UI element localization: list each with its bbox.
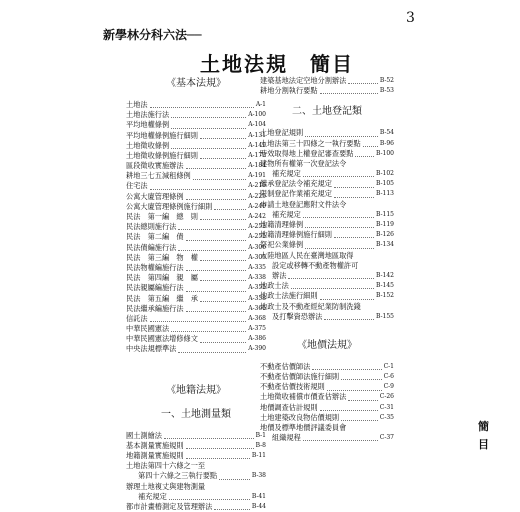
dot-leader	[186, 458, 250, 459]
toc-entry[interactable]	[260, 393, 394, 403]
toc-entry[interactable]	[260, 210, 394, 220]
toc-entry[interactable]	[126, 192, 266, 202]
toc-list-land-price	[260, 362, 394, 444]
dot-leader	[341, 379, 381, 380]
toc-entry-page: B-8	[255, 441, 266, 449]
toc-entry[interactable]	[126, 171, 266, 181]
toc-entry-title: 區段徵收實施辦法	[126, 161, 184, 171]
toc-list-basic	[126, 100, 266, 355]
toc-entry[interactable]	[126, 100, 266, 110]
toc-entry-title: 組織規程	[272, 433, 301, 443]
toc-entry-page: A-215	[248, 182, 266, 190]
toc-entry-page: C-9	[383, 383, 394, 391]
toc-entry-page: A-366	[248, 304, 266, 312]
section-heading-basic: 《基本法規》	[166, 78, 226, 89]
dot-leader	[348, 83, 378, 84]
toc-entry-page: B-1	[255, 431, 266, 439]
dot-leader	[200, 301, 246, 302]
toc-list-continued	[260, 76, 394, 96]
toc-entry-page: C-26	[379, 393, 394, 401]
toc-entry-page: B-11	[251, 452, 266, 460]
toc-entry[interactable]	[260, 433, 394, 443]
section-heading-land-price: 《地價法規》	[297, 339, 357, 351]
toc-entry-title: 繼承登記法令補充規定	[260, 179, 332, 189]
toc-list-registration	[260, 128, 394, 322]
dot-leader	[200, 219, 246, 220]
toc-entry[interactable]	[126, 345, 266, 355]
dot-leader	[305, 248, 374, 249]
dot-leader	[200, 138, 246, 139]
toc-entry[interactable]	[260, 362, 394, 372]
toc-entry[interactable]	[126, 461, 266, 471]
dot-leader	[200, 280, 246, 281]
toc-entry[interactable]	[126, 202, 266, 212]
toc-entry-page: A-104	[248, 121, 266, 129]
toc-entry-title: 大陸地區人民在臺灣地區取得	[260, 250, 354, 260]
toc-entry[interactable]	[260, 139, 394, 149]
toc-entry-title: 民法債編施行法	[126, 242, 177, 252]
dot-leader	[305, 136, 378, 137]
toc-entry[interactable]	[260, 382, 394, 392]
toc-entry-title: 民法 第五編 繼 承	[126, 293, 198, 303]
toc-entry[interactable]	[260, 312, 394, 322]
toc-entry[interactable]	[260, 149, 394, 159]
toc-entry-page: B-126	[376, 231, 394, 239]
toc-entry-title: 民法 第二編 債	[126, 232, 184, 242]
toc-entry-page: B-119	[376, 221, 394, 229]
toc-entry-title: 地政士法施行細則	[260, 291, 318, 301]
dot-leader	[324, 319, 374, 320]
toc-entry[interactable]	[126, 314, 266, 324]
toc-entry-page: C-35	[379, 413, 394, 421]
dot-leader	[355, 156, 374, 157]
toc-entry[interactable]	[260, 230, 394, 240]
toc-entry-title: 地籍測量實施規則	[126, 451, 184, 461]
toc-entry-title: 土地徵收條例施行細則	[126, 150, 198, 160]
toc-entry-page: A-390	[248, 345, 266, 353]
toc-entry[interactable]	[260, 128, 394, 138]
toc-entry-title: 地價調查估計規則	[260, 402, 318, 412]
toc-entry[interactable]	[260, 261, 394, 271]
toc-entry-page: A-358	[248, 294, 266, 302]
dot-leader	[178, 229, 246, 230]
toc-entry[interactable]	[126, 253, 266, 263]
toc-entry-title: 平均地權條例施行細則	[126, 130, 198, 140]
toc-entry-page: C-37	[379, 434, 394, 442]
toc-entry-page: A-184	[248, 162, 266, 170]
toc-entry[interactable]	[260, 76, 394, 86]
dot-leader	[303, 217, 374, 218]
toc-entry[interactable]	[260, 179, 394, 189]
dot-leader	[334, 197, 374, 198]
toc-entry[interactable]	[260, 251, 394, 261]
toc-entry-title: 民法 第三編 物 權	[126, 252, 198, 262]
dot-leader	[164, 438, 254, 439]
toc-entry-page: A-225	[248, 192, 266, 200]
dot-leader	[303, 176, 374, 177]
dot-leader	[334, 237, 374, 238]
dot-leader	[186, 448, 254, 449]
toc-entry-page: B-113	[376, 190, 394, 198]
toc-entry-title: 補充規定	[272, 209, 301, 219]
toc-entry-title: 土地登記規則	[260, 128, 304, 138]
toc-entry-title: 及打擊資恐辦法	[272, 311, 323, 321]
toc-entry[interactable]	[126, 222, 266, 232]
toc-entry-page: A-100	[248, 111, 266, 119]
dot-leader	[303, 440, 378, 441]
toc-entry-page: A-355	[248, 284, 266, 292]
toc-entry[interactable]	[260, 220, 394, 230]
toc-entry-title: 土地建築改良物估價規則	[260, 412, 340, 422]
toc-entry-title: 都市計畫樁測定及管理辦法	[126, 501, 213, 511]
toc-entry-page: C-31	[379, 403, 394, 411]
toc-entry[interactable]	[260, 271, 394, 281]
dot-leader	[214, 509, 250, 510]
toc-entry-title: 補充規定	[138, 491, 167, 501]
toc-entry[interactable]	[126, 471, 266, 481]
toc-entry-title: 耕地分割執行要點	[260, 86, 318, 96]
toc-entry-page: B-145	[376, 282, 394, 290]
section-heading-cadastral: 《地籍法規》	[166, 384, 226, 396]
dot-leader	[186, 240, 247, 241]
toc-entry-title: 不動產估價師法	[260, 361, 311, 371]
toc-entry[interactable]	[126, 263, 266, 273]
toc-entry[interactable]	[126, 232, 266, 242]
toc-entry-title: 地政士法	[260, 281, 289, 291]
dot-leader	[200, 342, 246, 343]
toc-entry[interactable]	[126, 120, 266, 130]
toc-entry[interactable]	[260, 423, 394, 433]
toc-entry-title: 中華民國憲法增修條文	[126, 334, 198, 344]
toc-entry-title: 中央法規標準法	[126, 344, 177, 354]
dot-leader	[288, 278, 374, 279]
toc-entry-title: 耕地三七五減租條例	[126, 171, 191, 181]
toc-entry-page: A-255	[248, 233, 266, 241]
toc-entry-page: A-242	[248, 213, 266, 221]
toc-entry[interactable]	[126, 482, 266, 492]
dot-leader	[341, 420, 378, 421]
toc-entry-title: 土地法	[126, 99, 148, 109]
dot-leader	[200, 158, 246, 159]
toc-entry-title: 土地徵收條例	[126, 140, 170, 150]
dot-leader	[327, 390, 382, 391]
side-tab-char-2: 目	[478, 438, 489, 451]
toc-entry-title: 信託法	[126, 313, 148, 323]
dot-leader	[320, 93, 378, 94]
dot-leader	[178, 250, 246, 251]
toc-entry[interactable]	[260, 281, 394, 291]
dot-leader	[363, 146, 378, 147]
toc-entry[interactable]	[126, 334, 266, 344]
toc-entry-title: 地價及標準地價評議委員會	[260, 423, 347, 433]
toc-entry-title: 基本測量實施規則	[126, 440, 184, 450]
toc-entry-title: 第四十六條之三執行要點	[138, 471, 218, 481]
toc-entry-page: B-52	[379, 76, 394, 84]
toc-entry-page: A-191	[248, 172, 266, 180]
dot-leader	[171, 128, 246, 129]
dot-leader	[320, 410, 378, 411]
toc-entry[interactable]	[126, 492, 266, 502]
right-column	[260, 76, 394, 443]
toc-entry[interactable]	[260, 291, 394, 301]
page-title: 土地法規 簡目	[200, 52, 354, 76]
dot-leader	[150, 107, 254, 108]
dot-leader	[348, 400, 377, 401]
toc-entry-page: A-172	[248, 151, 266, 159]
left-column	[126, 76, 266, 512]
toc-entry[interactable]	[126, 273, 266, 283]
toc-entry[interactable]	[126, 431, 266, 441]
toc-entry-page: A-386	[248, 335, 266, 343]
dot-leader	[150, 189, 247, 190]
toc-entry-title: 民法物權編施行法	[126, 262, 184, 272]
toc-entry[interactable]	[260, 200, 394, 210]
toc-entry-page: B-152	[376, 292, 394, 300]
toc-entry-title: 國土測繪法	[126, 430, 162, 440]
toc-entry-title: 不動產估價技術規則	[260, 382, 325, 392]
toc-entry-title: 時效取得地上權登記審查要點	[260, 148, 354, 158]
toc-entry-page: B-54	[379, 129, 394, 137]
toc-entry-title: 土地法施行法	[126, 110, 170, 120]
toc-entry-page: B-100	[376, 149, 394, 157]
toc-entry[interactable]	[126, 502, 266, 512]
dot-leader	[171, 117, 246, 118]
toc-entry[interactable]	[126, 324, 266, 334]
toc-entry[interactable]	[260, 302, 394, 312]
toc-entry-title: 平均地權條例	[126, 120, 170, 130]
toc-entry-page: A-368	[248, 314, 266, 322]
dot-leader	[320, 299, 374, 300]
toc-entry-page: A-306	[248, 243, 266, 251]
toc-entry-title: 土地法第四十六條之一至	[126, 461, 206, 471]
toc-entry-title: 辦理土地複丈與建物測量	[126, 481, 206, 491]
toc-entry-title: 祭祀公業條例	[260, 240, 304, 250]
toc-entry-page: B-96	[379, 139, 394, 147]
toc-entry-title: 辦法	[272, 270, 287, 280]
toc-entry-title: 民法 第一編 總 則	[126, 212, 198, 222]
toc-entry-page: B-53	[379, 87, 394, 95]
dot-leader	[171, 331, 246, 332]
toc-entry-page: B-155	[376, 312, 394, 320]
toc-entry[interactable]	[126, 110, 266, 120]
dot-leader	[291, 288, 374, 289]
dot-leader	[186, 311, 247, 312]
toc-entry-title: 申請土地登記應附文件法令	[260, 199, 347, 209]
dot-leader	[305, 227, 374, 228]
dot-leader	[214, 209, 246, 210]
toc-entry[interactable]	[126, 283, 266, 293]
running-header: 新學林分科六法──	[103, 28, 202, 42]
toc-entry[interactable]	[260, 86, 394, 96]
toc-entry-title: 建物所有權第一次登記法令	[260, 158, 347, 168]
dot-leader	[193, 179, 246, 180]
toc-entry-title: 地政士及不動產經紀業防制洗錢	[260, 301, 361, 311]
toc-entry[interactable]	[260, 169, 394, 179]
toc-entry-page: A-253	[248, 223, 266, 231]
toc-entry-page: B-44	[251, 502, 266, 510]
toc-entry-title: 民法總則施行法	[126, 222, 177, 232]
subsection-heading-registration: 二、土地登記類	[292, 106, 362, 118]
dot-leader	[186, 270, 247, 271]
toc-entry[interactable]	[126, 451, 266, 461]
toc-entry[interactable]	[260, 403, 394, 413]
toc-entry-page: A-240	[248, 202, 266, 210]
toc-entry[interactable]	[260, 190, 394, 200]
toc-entry-page: A-375	[248, 325, 266, 333]
toc-entry-title: 限制登記作業補充規定	[260, 189, 332, 199]
dot-leader	[150, 321, 247, 322]
dot-leader	[171, 148, 246, 149]
toc-entry-page: B-102	[376, 170, 394, 178]
toc-entry-page: A-1	[255, 100, 266, 108]
toc-entry-page: A-309	[248, 253, 266, 261]
toc-entry[interactable]	[126, 212, 266, 222]
toc-entry-page: A-149	[248, 141, 266, 149]
toc-entry[interactable]	[126, 243, 266, 253]
toc-entry[interactable]	[126, 294, 266, 304]
toc-entry[interactable]	[260, 413, 394, 423]
dot-leader	[186, 291, 247, 292]
toc-entry-title: 不動產估價師法施行細則	[260, 372, 340, 382]
toc-entry[interactable]	[260, 372, 394, 382]
toc-entry-title: 民法 第四編 親 屬	[126, 273, 198, 283]
toc-entry-page: C-6	[383, 373, 394, 381]
toc-entry[interactable]	[260, 240, 394, 250]
dot-leader	[312, 369, 381, 370]
toc-entry-page: A-338	[248, 274, 266, 282]
dot-leader	[186, 168, 247, 169]
toc-entry-page: C-1	[383, 362, 394, 370]
toc-entry-page: A-131	[248, 131, 266, 139]
dot-leader	[200, 260, 246, 261]
toc-entry-page: B-41	[251, 492, 266, 500]
toc-entry-title: 土地徵收補償市價查估辦法	[260, 392, 347, 402]
dot-leader	[178, 352, 246, 353]
toc-entry-title: 中華民國憲法	[126, 324, 170, 334]
toc-entry[interactable]	[126, 304, 266, 314]
toc-entry-page: A-335	[248, 263, 266, 271]
subsection-heading-survey: 一、土地測量類	[161, 408, 231, 420]
dot-leader	[334, 187, 374, 188]
toc-entry-title: 地籍清理條例	[260, 220, 304, 230]
toc-entry-title: 民法繼承編施行法	[126, 303, 184, 313]
toc-entry-title: 民法親屬編施行法	[126, 283, 184, 293]
toc-entry-page: B-115	[376, 210, 394, 218]
toc-entry[interactable]	[126, 182, 266, 192]
toc-entry-title: 建築基地法定空地分割辦法	[260, 75, 347, 85]
toc-entry-page: B-105	[376, 180, 394, 188]
dot-leader	[186, 199, 247, 200]
toc-entry[interactable]	[126, 131, 266, 141]
toc-entry[interactable]	[126, 441, 266, 451]
toc-entry-title: 土地法第三十四條之一執行要點	[260, 138, 361, 148]
toc-entry[interactable]	[126, 151, 266, 161]
toc-entry-title: 地籍清理條例施行細則	[260, 230, 332, 240]
toc-entry-page: B-38	[251, 472, 266, 480]
toc-entry[interactable]	[260, 159, 394, 169]
toc-entry-title: 公寓大廈管理條例施行細則	[126, 201, 213, 211]
page-number: 3	[406, 10, 415, 26]
toc-entry-title: 住宅法	[126, 181, 148, 191]
toc-entry-page: B-142	[376, 271, 394, 279]
dot-leader	[219, 479, 250, 480]
toc-entry[interactable]	[126, 141, 266, 151]
toc-entry-title: 公寓大廈管理條例	[126, 191, 184, 201]
toc-entry-page: B-134	[376, 241, 394, 249]
toc-entry-title: 設定或移轉不動產物權許可	[272, 260, 359, 270]
toc-entry-title: 補充規定	[272, 169, 301, 179]
toc-entry[interactable]	[126, 161, 266, 171]
side-tab-char-1: 簡	[478, 420, 489, 433]
